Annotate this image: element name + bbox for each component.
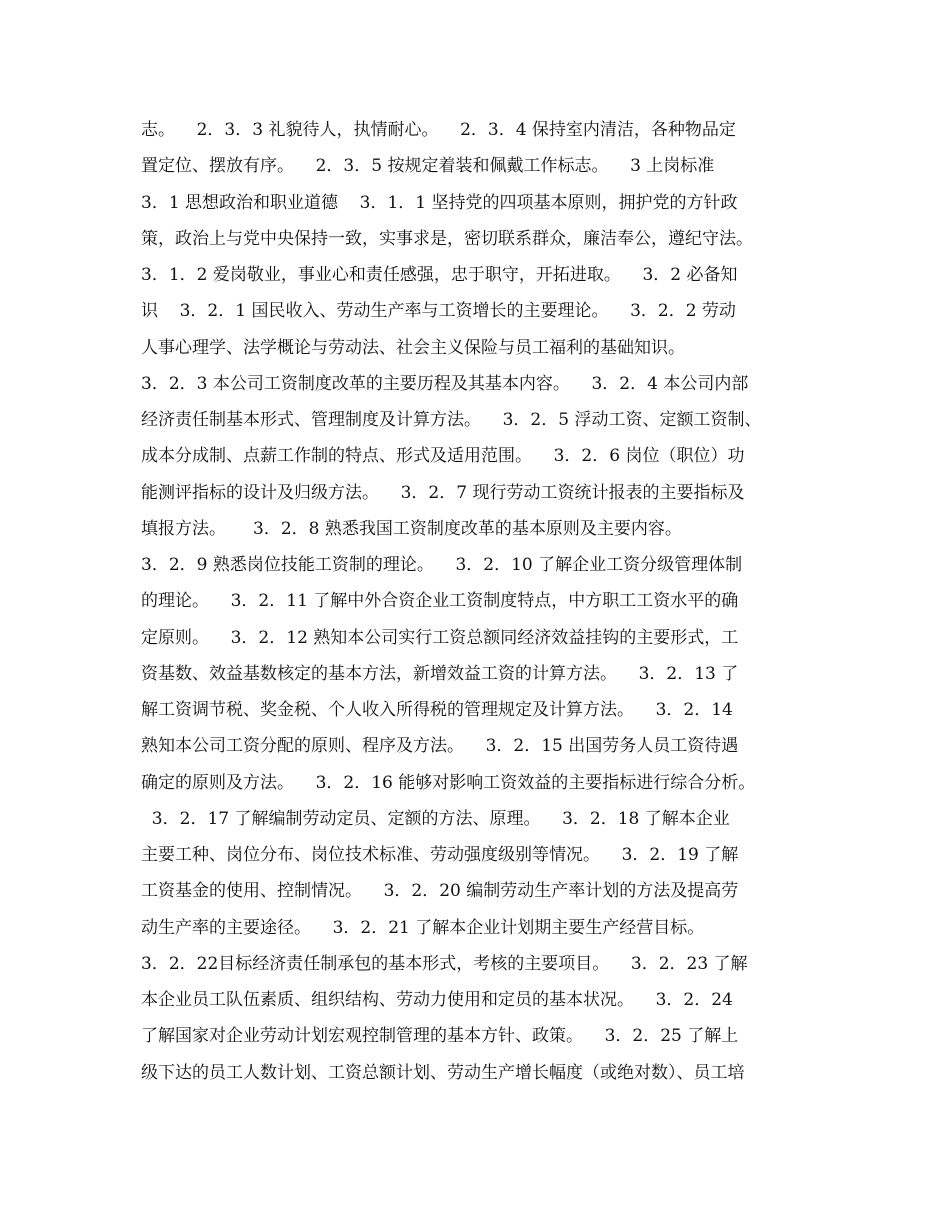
text-line: 主要工种、岗位分布、岗位技术标准、劳动强度级别等情况。 3．2．19 了解 <box>141 845 739 865</box>
text-line: 本企业员工队伍素质、组织结构、劳动力使用和定员的基本状况。 3．2．24 <box>141 990 733 1010</box>
text-line: 确定的原则及方法。 3．2．16 能够对影响工资效益的主要指标进行综合分析。 <box>141 772 756 793</box>
text-line: 3．1．2 爱岗敬业，事业心和责任感强，忠于职守，开拓进取。 3．2 必备知 <box>141 265 738 285</box>
text-line: 经济责任制基本形式、管理制度及计算方法。 3．2．5 浮动工资、定额工资制、 <box>141 410 762 430</box>
text-line: 的理论。 3．2．11 了解中外合资企业工资制度特点，中方职工工资水平的确 <box>141 591 739 612</box>
text-line: 3．2．22目标经济责任制承包的基本形式，考核的主要项目。 3．2．23 了解 <box>141 953 748 974</box>
text-line: 志。 2．3．3 礼貌待人，执情耐心。 2．3．4 保持室内清洁，各种物品定 <box>141 120 736 140</box>
text-line: 资基数、效益基数核定的基本方法，新增效益工资的计算方法。 3．2．13 了 <box>141 663 739 684</box>
body-text <box>141 112 831 1091</box>
text-line: 动生产率的主要途径。 3．2．21 了解本企业计划期主要生产经营目标。 <box>141 917 705 938</box>
text-line: 3．2．17 了解编制劳动定员、定额的方法、原理。 3．2．18 了解本企业 <box>141 808 730 829</box>
text-line: 能测评指标的设计及归级方法。 3．2．7 现行劳动工资统计报表的主要指标及 <box>141 482 745 503</box>
text-line: 3．1 思想政治和职业道德 3．1．1 坚持党的四项基本原则，拥护党的方针政 <box>141 192 738 213</box>
text-line: 人事心理学、法学概论与劳动法、社会主义保险与员工福利的基础知识。 <box>141 337 685 358</box>
text-line: 策，政治上与党中央保持一致，实事求是，密切联系群众，廉洁奉公，遵纪守法。 <box>141 228 753 249</box>
text-line: 解工资调节税、奖金税、个人收入所得税的管理规定及计算方法。 3．2．14 <box>141 700 733 720</box>
text-line: 成本分成制、点薪工作制的特点、形式及适用范围。 3．2．6 岗位（职位）功 <box>141 446 745 467</box>
text-line: 3．2．3 本公司工资制度改革的主要历程及其基本内容。 3．2．4 本公司内部 <box>141 373 749 394</box>
text-line: 填报方法。 3．2．8 熟悉我国工资制度改革的基本原则及主要内容。 <box>141 518 682 539</box>
text-line: 识 3．2．1 国民收入、劳动生产率与工资增长的主要理论。 3．2．2 劳动 <box>141 301 736 322</box>
text-line: 工资基金的使用、控制情况。 3．2．20 编制劳动生产率计划的方法及提高劳 <box>141 881 739 902</box>
text-line: 3．2．9 熟悉岗位技能工资制的理论。 3．2．10 了解企业工资分级管理体制 <box>141 555 743 575</box>
text-line: 置定位、摆放有序。 2．3．5 按规定着装和佩戴工作标志。 3 上岗标准 <box>141 156 715 177</box>
text-line: 级下达的员工人数计划、工资总额计划、劳动生产增长幅度（或绝对数）、员工培 <box>141 1062 745 1083</box>
text-line: 熟知本公司工资分配的原则、程序及方法。 3．2．15 出国劳务人员工资待遇 <box>141 736 739 757</box>
text-line: 定原则。 3．2．12 熟知本公司实行工资总额同经济效益挂钩的主要形式，工 <box>141 627 739 648</box>
text-line: 了解国家对企业劳动计划宏观控制管理的基本方针、政策。 3．2．25 了解上 <box>141 1026 739 1047</box>
